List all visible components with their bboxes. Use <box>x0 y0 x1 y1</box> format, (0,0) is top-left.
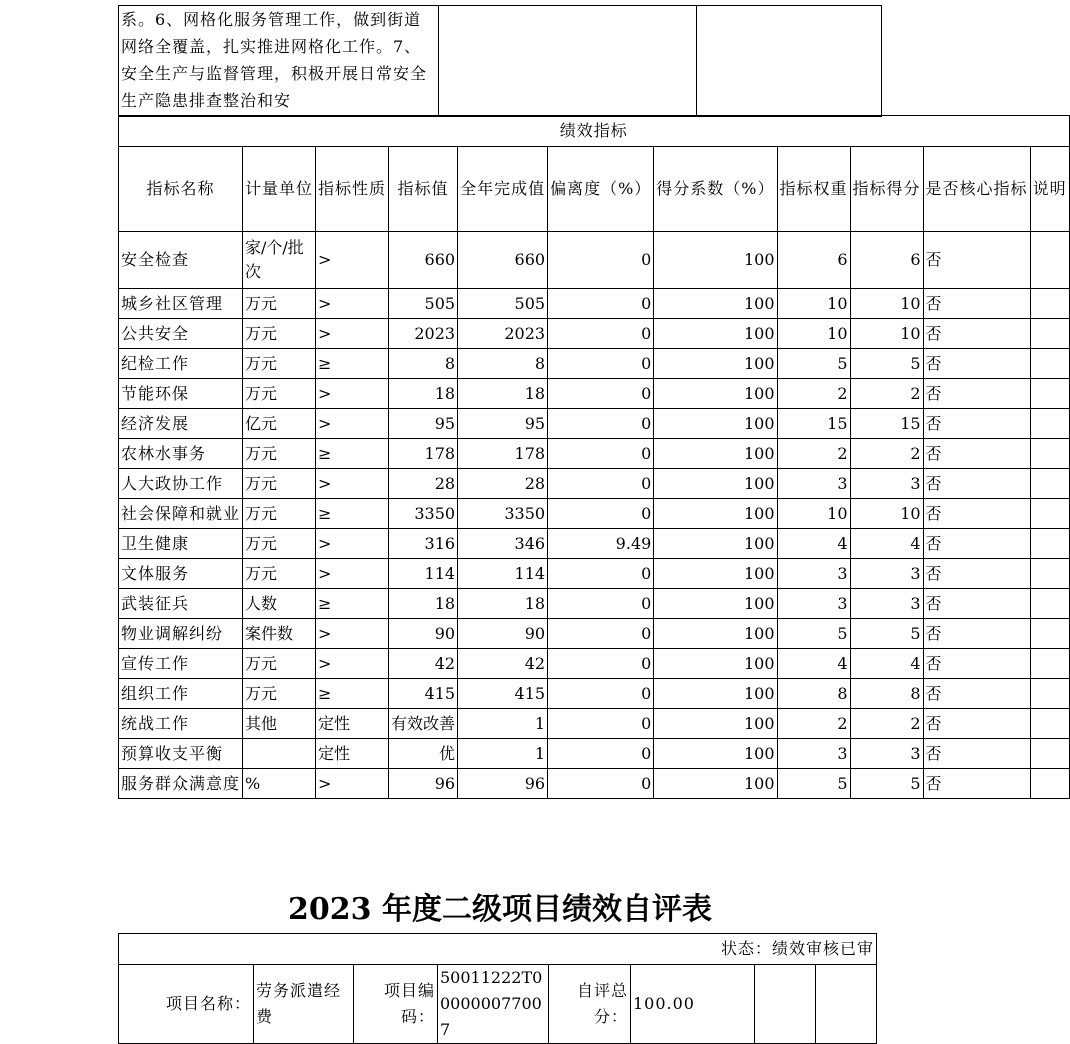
metric-name: 社会保障和就业 <box>119 499 243 529</box>
metric-coefficient: 100 <box>654 349 777 379</box>
metric-target: 18 <box>389 379 458 409</box>
metric-target: 415 <box>389 679 458 709</box>
metric-coefficient: 100 <box>654 529 777 559</box>
metric-actual: 18 <box>458 379 548 409</box>
metric-weight: 3 <box>777 559 850 589</box>
metric-actual: 95 <box>458 409 548 439</box>
metric-note <box>1030 439 1069 469</box>
metric-coefficient: 100 <box>654 739 777 769</box>
metric-weight: 3 <box>777 739 850 769</box>
metric-name: 农林水事务 <box>119 439 243 469</box>
metric-unit <box>243 739 316 769</box>
metric-name: 安全检查 <box>119 232 243 289</box>
metric-core: 否 <box>923 349 1030 379</box>
metric-coefficient: 100 <box>654 469 777 499</box>
metric-core: 否 <box>923 289 1030 319</box>
metric-score: 2 <box>850 379 923 409</box>
metric-note <box>1030 619 1069 649</box>
metric-name: 人大政协工作 <box>119 469 243 499</box>
metric-coefficient: 100 <box>654 409 777 439</box>
metric-actual: 96 <box>458 769 548 799</box>
metric-coefficient: 100 <box>654 649 777 679</box>
table-row <box>119 529 1070 559</box>
metric-deviation: 0 <box>548 559 654 589</box>
metric-target: 有效改善 <box>389 709 458 739</box>
metric-actual: 114 <box>458 559 548 589</box>
table-row <box>119 769 1070 799</box>
metric-unit: 人数 <box>243 589 316 619</box>
header-row <box>119 147 1070 232</box>
metric-deviation: 0 <box>548 649 654 679</box>
metric-core: 否 <box>923 232 1030 289</box>
header-coefficient: 得分系数（%） <box>654 147 777 232</box>
metric-name: 卫生健康 <box>119 529 243 559</box>
project-code-value: 50011222T000000077007 <box>438 965 549 1044</box>
metric-score: 15 <box>850 409 923 439</box>
table-row <box>119 649 1070 679</box>
metric-score: 10 <box>850 319 923 349</box>
metric-weight: 3 <box>777 469 850 499</box>
metric-note <box>1030 349 1069 379</box>
table-row <box>119 409 1070 439</box>
empty-cell <box>697 6 882 117</box>
metric-note <box>1030 589 1069 619</box>
metric-score: 8 <box>850 679 923 709</box>
metric-target: 8 <box>389 349 458 379</box>
table-row <box>119 619 1070 649</box>
metric-unit: 万元 <box>243 559 316 589</box>
metric-name: 预算收支平衡 <box>119 739 243 769</box>
metric-core: 否 <box>923 679 1030 709</box>
metric-weight: 10 <box>777 499 850 529</box>
metric-nature: > <box>316 769 389 799</box>
metric-note <box>1030 529 1069 559</box>
metric-nature: ≥ <box>316 499 389 529</box>
metric-coefficient: 100 <box>654 439 777 469</box>
table-row <box>119 709 1070 739</box>
table-row <box>119 469 1070 499</box>
metric-name: 文体服务 <box>119 559 243 589</box>
metric-core: 否 <box>923 649 1030 679</box>
metric-deviation: 9.49 <box>548 529 654 559</box>
metric-core: 否 <box>923 769 1030 799</box>
metric-note <box>1030 469 1069 499</box>
metric-coefficient: 100 <box>654 619 777 649</box>
metric-target: 42 <box>389 649 458 679</box>
metric-name: 城乡社区管理 <box>119 289 243 319</box>
table-row <box>119 319 1070 349</box>
metric-actual: 1 <box>458 739 548 769</box>
metric-weight: 5 <box>777 769 850 799</box>
metric-coefficient: 100 <box>654 319 777 349</box>
table-row <box>119 679 1070 709</box>
metric-core: 否 <box>923 499 1030 529</box>
metric-deviation: 0 <box>548 319 654 349</box>
table-row <box>119 379 1070 409</box>
metric-note <box>1030 769 1069 799</box>
metric-target: 90 <box>389 619 458 649</box>
metric-deviation: 0 <box>548 709 654 739</box>
metric-note <box>1030 739 1069 769</box>
metric-note <box>1030 319 1069 349</box>
metric-unit: 案件数 <box>243 619 316 649</box>
metric-score: 4 <box>850 649 923 679</box>
metric-score: 2 <box>850 709 923 739</box>
metric-target: 316 <box>389 529 458 559</box>
metric-actual: 178 <box>458 439 548 469</box>
metric-core: 否 <box>923 559 1030 589</box>
metric-target: 660 <box>389 232 458 289</box>
status-text: 状态：绩效审核已审 <box>119 934 877 965</box>
metric-core: 否 <box>923 739 1030 769</box>
metric-coefficient: 100 <box>654 559 777 589</box>
empty-cell <box>816 965 877 1044</box>
metric-unit: 万元 <box>243 289 316 319</box>
self-score-label: 自评总分： <box>549 965 631 1044</box>
metric-actual: 1 <box>458 709 548 739</box>
metric-nature: 定性 <box>316 739 389 769</box>
metric-score: 6 <box>850 232 923 289</box>
metric-deviation: 0 <box>548 769 654 799</box>
metric-name: 服务群众满意度 <box>119 769 243 799</box>
metric-score: 5 <box>850 349 923 379</box>
metric-note <box>1030 559 1069 589</box>
project-description-cell: 系。6、网格化服务管理工作，做到街道网络全覆盖，扎实推进网格化工作。7、安全生产与监督管理，积极开展日常安全生产隐患排查整治和安 <box>119 6 439 117</box>
header-note: 说明 <box>1030 147 1069 232</box>
metric-deviation: 0 <box>548 379 654 409</box>
metric-deviation: 0 <box>548 469 654 499</box>
metric-deviation: 0 <box>548 409 654 439</box>
metric-target: 178 <box>389 439 458 469</box>
empty-cell <box>755 965 816 1044</box>
table-row <box>119 559 1070 589</box>
header-nature: 指标性质 <box>316 147 389 232</box>
metric-nature: 定性 <box>316 709 389 739</box>
metric-weight: 2 <box>777 439 850 469</box>
header-deviation: 偏离度（%） <box>548 147 654 232</box>
metric-weight: 10 <box>777 319 850 349</box>
metric-weight: 2 <box>777 379 850 409</box>
metric-core: 否 <box>923 619 1030 649</box>
metric-note <box>1030 649 1069 679</box>
metric-note <box>1030 409 1069 439</box>
metric-weight: 5 <box>777 619 850 649</box>
metric-name: 公共安全 <box>119 319 243 349</box>
metric-score: 4 <box>850 529 923 559</box>
metric-score: 10 <box>850 499 923 529</box>
metric-actual: 28 <box>458 469 548 499</box>
metric-deviation: 0 <box>548 739 654 769</box>
metric-actual: 42 <box>458 649 548 679</box>
metric-weight: 5 <box>777 349 850 379</box>
metric-nature: > <box>316 319 389 349</box>
metric-actual: 505 <box>458 289 548 319</box>
table-row <box>119 232 1070 289</box>
table-row <box>119 739 1070 769</box>
metric-core: 否 <box>923 319 1030 349</box>
metric-unit: 家/个/批次 <box>243 232 316 289</box>
metric-unit: 万元 <box>243 379 316 409</box>
header-actual: 全年完成值 <box>458 147 548 232</box>
metric-unit: 亿元 <box>243 409 316 439</box>
project-name-value: 劳务派遣经费 <box>254 965 354 1044</box>
metric-coefficient: 100 <box>654 499 777 529</box>
metric-deviation: 0 <box>548 232 654 289</box>
metric-name: 物业调解纠纷 <box>119 619 243 649</box>
metric-note <box>1030 709 1069 739</box>
header-name: 指标名称 <box>119 147 243 232</box>
metric-coefficient: 100 <box>654 589 777 619</box>
metric-core: 否 <box>923 709 1030 739</box>
metric-score: 5 <box>850 619 923 649</box>
metric-actual: 8 <box>458 349 548 379</box>
metric-core: 否 <box>923 379 1030 409</box>
metric-unit: 万元 <box>243 439 316 469</box>
metric-nature: > <box>316 232 389 289</box>
project-code-label: 项目编码： <box>354 965 438 1044</box>
empty-cell <box>439 6 697 117</box>
metric-target: 3350 <box>389 499 458 529</box>
metric-actual: 346 <box>458 529 548 559</box>
metric-core: 否 <box>923 589 1030 619</box>
metric-unit: 万元 <box>243 499 316 529</box>
metric-target: 96 <box>389 769 458 799</box>
metric-weight: 8 <box>777 679 850 709</box>
metric-actual: 415 <box>458 679 548 709</box>
metric-weight: 2 <box>777 709 850 739</box>
metric-name: 经济发展 <box>119 409 243 439</box>
metric-name: 武装征兵 <box>119 589 243 619</box>
metric-weight: 6 <box>777 232 850 289</box>
metric-coefficient: 100 <box>654 289 777 319</box>
section-title: 绩效指标 <box>119 116 1070 147</box>
metric-actual: 18 <box>458 589 548 619</box>
metric-coefficient: 100 <box>654 379 777 409</box>
metric-unit: 万元 <box>243 349 316 379</box>
metric-actual: 660 <box>458 232 548 289</box>
metric-name: 统战工作 <box>119 709 243 739</box>
table-row <box>119 589 1070 619</box>
metric-score: 3 <box>850 469 923 499</box>
metric-weight: 3 <box>777 589 850 619</box>
metric-coefficient: 100 <box>654 709 777 739</box>
metric-weight: 15 <box>777 409 850 439</box>
metric-unit: 万元 <box>243 319 316 349</box>
metric-unit: 万元 <box>243 529 316 559</box>
metric-nature: > <box>316 409 389 439</box>
metric-core: 否 <box>923 529 1030 559</box>
metric-deviation: 0 <box>548 289 654 319</box>
metric-nature: > <box>316 559 389 589</box>
metric-nature: ≥ <box>316 439 389 469</box>
metric-deviation: 0 <box>548 439 654 469</box>
metric-nature: ≥ <box>316 589 389 619</box>
metric-weight: 10 <box>777 289 850 319</box>
metric-score: 3 <box>850 739 923 769</box>
metric-nature: > <box>316 649 389 679</box>
metric-coefficient: 100 <box>654 679 777 709</box>
metric-nature: > <box>316 469 389 499</box>
metric-name: 纪检工作 <box>119 349 243 379</box>
table-row <box>119 439 1070 469</box>
metric-target: 优 <box>389 739 458 769</box>
self-score-value: 100.00 <box>631 965 755 1044</box>
metric-deviation: 0 <box>548 349 654 379</box>
metric-score: 5 <box>850 769 923 799</box>
metric-target: 2023 <box>389 319 458 349</box>
table-row <box>119 499 1070 529</box>
metric-actual: 3350 <box>458 499 548 529</box>
metric-deviation: 0 <box>548 679 654 709</box>
metric-deviation: 0 <box>548 589 654 619</box>
table-row <box>119 349 1070 379</box>
metric-weight: 4 <box>777 529 850 559</box>
metric-nature: ≥ <box>316 679 389 709</box>
metric-target: 28 <box>389 469 458 499</box>
metric-unit: 万元 <box>243 679 316 709</box>
metric-nature: > <box>316 289 389 319</box>
metric-actual: 2023 <box>458 319 548 349</box>
metric-note <box>1030 232 1069 289</box>
metric-unit: % <box>243 769 316 799</box>
form-title: 2023 年度二级项目绩效自评表 <box>288 892 712 927</box>
metric-nature: > <box>316 529 389 559</box>
metric-core: 否 <box>923 439 1030 469</box>
metric-score: 3 <box>850 589 923 619</box>
metric-score: 2 <box>850 439 923 469</box>
metric-name: 宣传工作 <box>119 649 243 679</box>
metric-core: 否 <box>923 469 1030 499</box>
metric-actual: 90 <box>458 619 548 649</box>
metric-nature: > <box>316 379 389 409</box>
table-row <box>119 289 1070 319</box>
metric-score: 3 <box>850 559 923 589</box>
metric-core: 否 <box>923 409 1030 439</box>
metric-unit: 万元 <box>243 469 316 499</box>
header-weight: 指标权重 <box>777 147 850 232</box>
project-info-table <box>118 933 877 1044</box>
metric-coefficient: 100 <box>654 769 777 799</box>
metric-coefficient: 100 <box>654 232 777 289</box>
metric-note <box>1030 289 1069 319</box>
metric-target: 18 <box>389 589 458 619</box>
metric-name: 组织工作 <box>119 679 243 709</box>
header-core: 是否核心指标 <box>923 147 1030 232</box>
continuation-table <box>118 5 882 117</box>
metric-unit: 其他 <box>243 709 316 739</box>
metric-deviation: 0 <box>548 499 654 529</box>
metric-unit: 万元 <box>243 649 316 679</box>
metric-score: 10 <box>850 289 923 319</box>
header-score: 指标得分 <box>850 147 923 232</box>
metric-nature: > <box>316 619 389 649</box>
performance-metrics-table <box>118 115 1070 799</box>
header-unit: 计量单位 <box>243 147 316 232</box>
metric-weight: 4 <box>777 649 850 679</box>
metric-deviation: 0 <box>548 619 654 649</box>
metric-nature: ≥ <box>316 349 389 379</box>
project-name-label: 项目名称： <box>119 965 254 1044</box>
metric-note <box>1030 499 1069 529</box>
header-target: 指标值 <box>389 147 458 232</box>
metric-name: 节能环保 <box>119 379 243 409</box>
metric-note <box>1030 379 1069 409</box>
metric-target: 95 <box>389 409 458 439</box>
metric-note <box>1030 679 1069 709</box>
metric-target: 114 <box>389 559 458 589</box>
metric-target: 505 <box>389 289 458 319</box>
